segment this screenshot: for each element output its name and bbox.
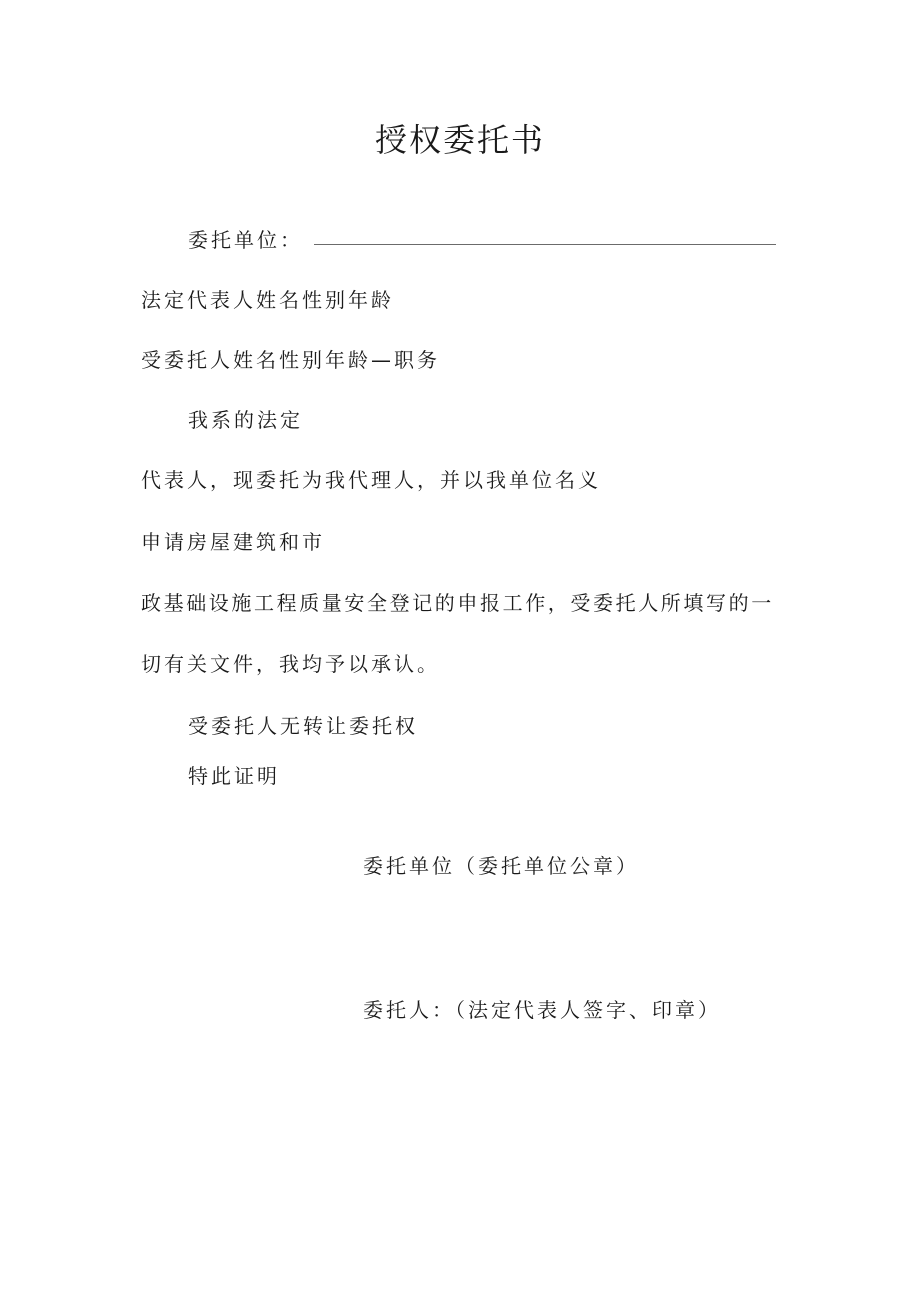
legal-representative-line: 法定代表人姓名性别年龄: [141, 288, 394, 312]
body-line-2: 代表人，现委托为我代理人，并以我单位名义: [141, 468, 601, 492]
certify-line: 特此证明: [188, 764, 280, 788]
no-transfer-line: 受委托人无转让委托权: [188, 714, 418, 738]
body-line-3: 申请房屋建筑和市: [141, 530, 325, 554]
body-line-5: 切有关文件，我均予以承认。: [141, 652, 440, 676]
entrusting-unit-label: 委托单位：: [188, 228, 303, 252]
entrusted-person-line: 受委托人姓名性别年龄—职务: [141, 348, 440, 372]
entrusting-unit-blank-line: [314, 244, 776, 245]
document-title: 授权委托书: [374, 121, 545, 159]
unit-seal-line: 委托单位（委托单位公章）: [363, 854, 639, 878]
body-line-4: 政基础设施工程质量安全登记的申报工作，受委托人所填写的一: [141, 591, 774, 615]
body-line-1: 我系的法定: [188, 408, 303, 432]
signature-line: 委托人：（法定代表人签字、印章）: [363, 998, 721, 1022]
